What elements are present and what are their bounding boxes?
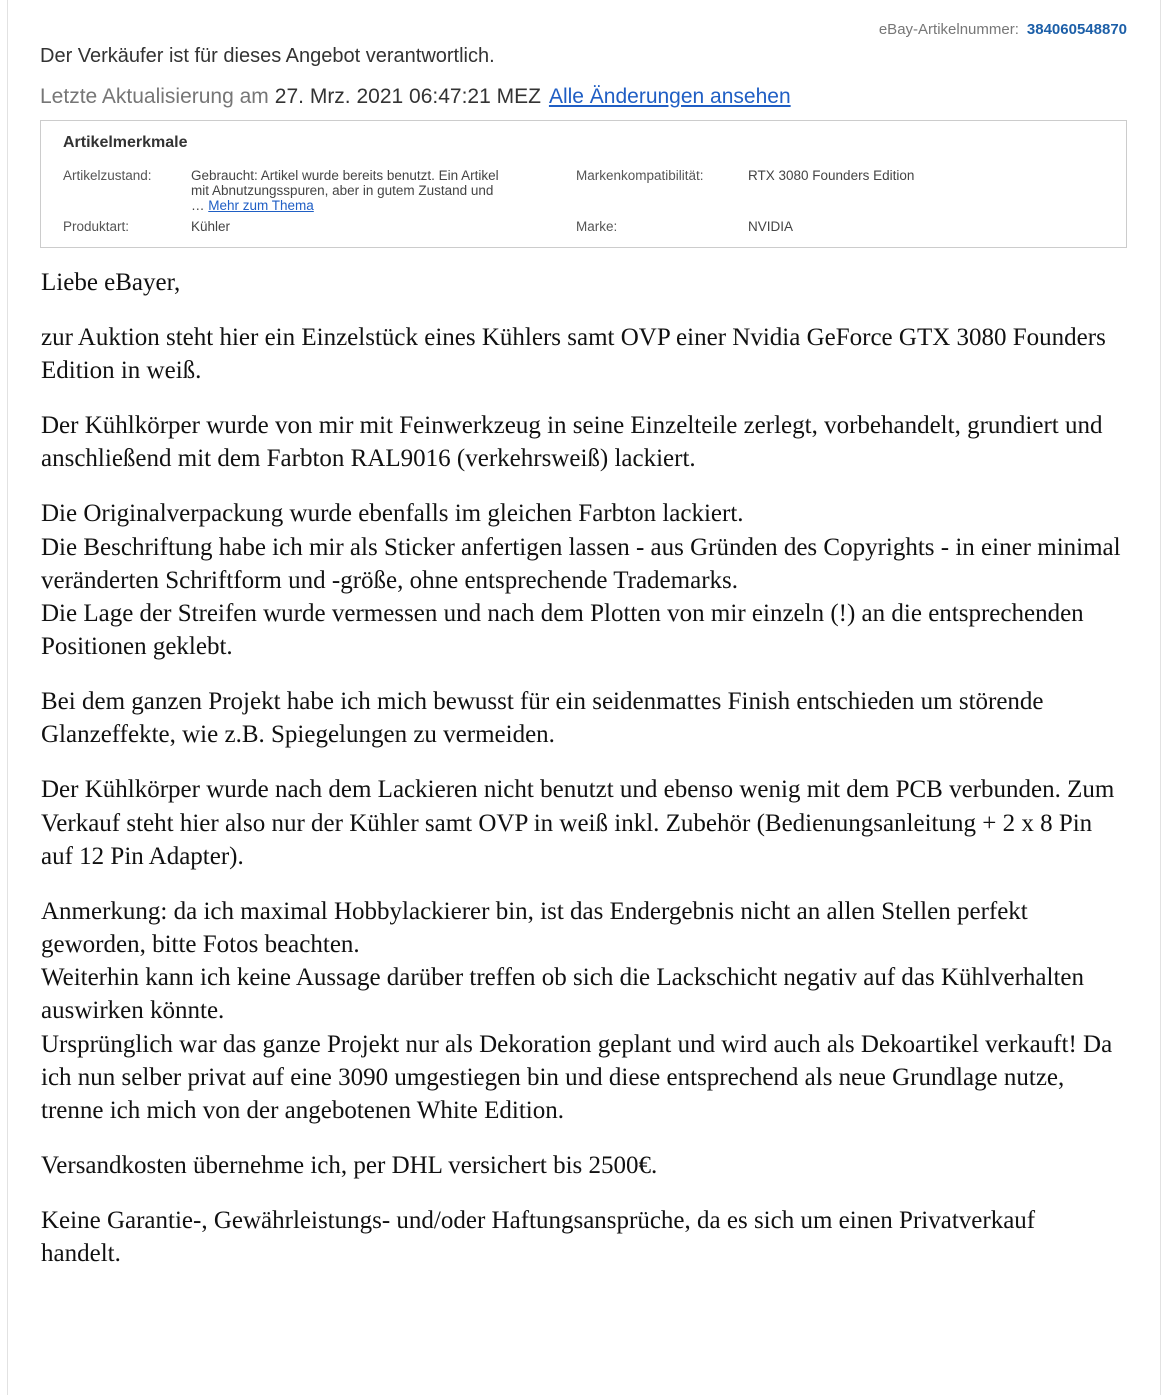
item-number-label: eBay-Artikelnummer: xyxy=(878,21,1019,38)
description-greeting: Liebe eBayer, xyxy=(41,269,181,296)
item-description xyxy=(41,266,1121,1292)
description-p6-line-3: Ursprünglich war das ganze Projekt nur als Dekoration geplant und wird auch als Dekoartikel verkauft! Da ich nun selber privat auf eine 3090 umgestiegen bin und diese entsprechend als neue Grundlage nutze, trenne ich mich von der angebotenen White Edition. xyxy=(41,1030,1113,1125)
brand-label: Marke: xyxy=(576,219,618,234)
condition-line-1: Gebraucht: Artikel wurde bereits benutzt. Ein Artikel xyxy=(191,168,499,183)
description-paragraph-2: Der Kühlkörper wurde von mir mit Feinwerkzeug in seine Einzelteile zerlegt, vorbehandelt, grundiert und anschließend mit dem Farbton RAL9016 (verkehrsweiß) lackiert. xyxy=(41,412,1103,473)
product-type-value: Kühler xyxy=(191,219,231,234)
description-paragraph-6 xyxy=(41,895,1121,1127)
condition-value xyxy=(191,168,551,213)
item-number-value: 384060548870 xyxy=(1026,21,1127,38)
description-paragraph-8: Keine Garantie-, Gewährleistungs- und/oder Haftungsansprüche, da es sich um einen Privatverkauf handelt. xyxy=(41,1207,1036,1268)
description-p6-line-2: Weiterhin kann ich keine Aussage darüber treffen ob sich die Lackschicht negativ auf das Kühlverhalten auswirken könnte. xyxy=(41,964,1084,1025)
last-update-row xyxy=(40,85,791,109)
compatibility-value: RTX 3080 Founders Edition xyxy=(748,168,915,183)
description-p3-line-2: Die Beschriftung habe ich mir als Sticker anfertigen lassen - aus Gründen des Copyrights - in einer minimal veränderten Schriftform und -größe, ohne entsprechende Trademarks. xyxy=(41,533,1121,594)
compatibility-label: Markenkompatibilität: xyxy=(576,168,704,183)
description-paragraph-3 xyxy=(41,497,1121,663)
last-update-date: 27. Mrz. 2021 06:47:21 MEZ xyxy=(274,85,541,108)
last-update-label: Letzte Aktualisierung am xyxy=(40,85,269,108)
condition-line-2: mit Abnutzungsspuren, aber in gutem Zustand und xyxy=(191,183,494,198)
item-specifics-title: Artikelmerkmale xyxy=(63,134,188,151)
item-specifics-box xyxy=(40,120,1127,248)
description-p3-line-1: Die Originalverpackung wurde ebenfalls im gleichen Farbton lackiert. xyxy=(41,500,744,528)
condition-label: Artikelzustand: xyxy=(63,168,152,183)
brand-value: NVIDIA xyxy=(748,219,794,234)
all-changes-link[interactable]: Alle Änderungen ansehen xyxy=(548,85,791,108)
description-paragraph-4: Bei dem ganzen Projekt habe ich mich bewusst für ein seidenmattes Finish entschieden um störende Glanzeffekte, wie z.B. Spiegelungen zu vermeiden. xyxy=(41,688,1044,749)
description-paragraph-7: Versandkosten übernehme ich, per DHL versichert bis 2500€. xyxy=(41,1152,658,1180)
seller-responsibility-note: Der Verkäufer ist für dieses Angebot verantwortlich. xyxy=(40,45,495,67)
condition-ellipsis: … xyxy=(191,198,205,213)
description-paragraph-5: Der Kühlkörper wurde nach dem Lackieren nicht benutzt und ebenso wenig mit dem PCB verbunden. Zum Verkauf steht hier also nur der Kühler samt OVP in weiß inkl. Zubehör (Bedienungsanleitung + 2 x 8 Pin auf 12 Pin Adapter). xyxy=(41,776,1115,870)
item-number-row xyxy=(879,21,1127,38)
description-paragraph-1: zur Auktion steht hier ein Einzelstück eines Kühlers samt OVP einer Nvidia GeForce GTX 3080 Founders Edition in weiß. xyxy=(41,324,1106,385)
description-p3-line-3: Die Lage der Streifen wurde vermessen und nach dem Plotten von mir einzeln (!) an die entsprechenden Positionen geklebt. xyxy=(41,600,1084,661)
more-on-topic-link[interactable]: Mehr zum Thema xyxy=(208,198,314,213)
description-p6-line-1: Anmerkung: da ich maximal Hobbylackierer bin, ist das Endergebnis nicht an allen Stellen perfekt geworden, bitte Fotos beachten. xyxy=(41,897,1028,959)
product-type-label: Produktart: xyxy=(63,219,130,234)
